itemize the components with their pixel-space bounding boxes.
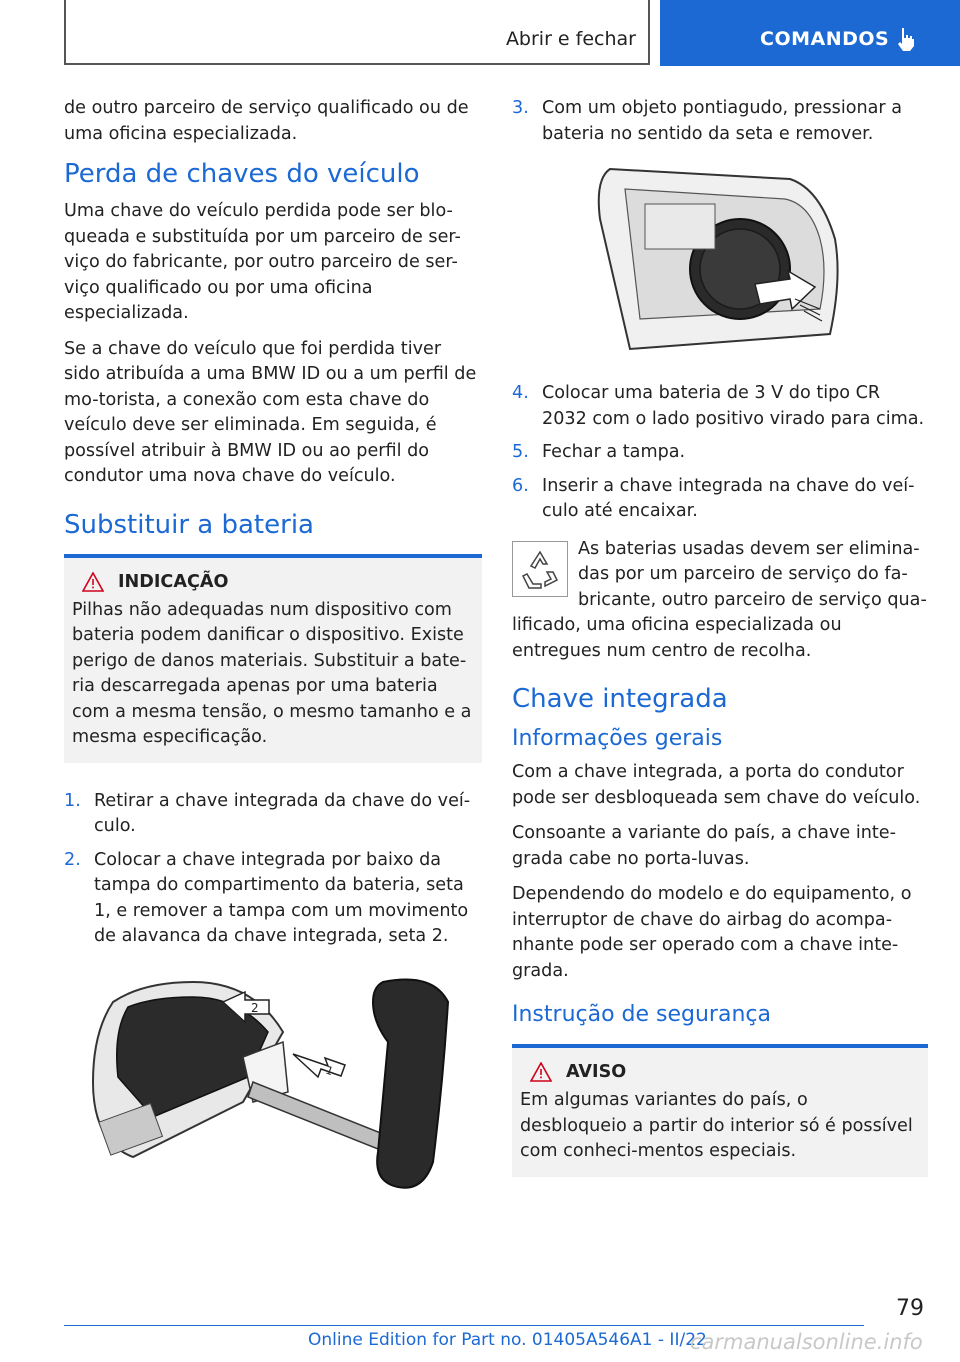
arrow-1 [293,1054,345,1078]
warning-triangle-icon [530,1062,552,1082]
notice-label: INDICAÇÃO [118,571,229,592]
page-header [0,0,960,66]
list-item [512,474,928,525]
step-text: Retirar a chave integrada da chave do veí-culo. [94,790,471,836]
step-text: Fechar a tampa. [542,442,686,462]
left-column [64,96,482,1230]
step-text: Com um objeto pontiagudo, pressionar a bateria no sentido da seta e remover. [542,98,903,144]
header-divider [648,0,650,64]
intro-paragraph: de outro parceiro de serviço qualificado ou de uma oficina especializada. [64,98,469,144]
lost-keys-heading: Perda de chaves do veículo [64,159,420,189]
step-number: 1. [64,790,81,811]
warning-triangle-icon [82,572,104,592]
list-item [512,381,928,432]
general-info-paragraph-3: Dependendo do modelo e do equipamento, o interruptor de chave do airbag do acompa-nhante pode ser operado com a chave inte-grada. [512,884,912,981]
list-item [64,848,482,950]
warning-header [520,1062,920,1082]
battery-steps-list [64,789,482,950]
battery-steps-list-continued [512,96,928,147]
list-item [512,96,928,147]
open-key-battery-image [590,159,850,359]
arrow-1-label: 1 [323,1063,335,1078]
general-info-paragraph-2: Consoante a variante do país, a chave inte-grada cabe no porta-luvas. [512,823,896,869]
safety-heading: Instrução de segurança [512,1002,771,1027]
warning-box [512,1048,928,1177]
step-number: 3. [512,98,529,118]
step-text: Colocar a chave integrada por baixo da tampa do compartimento da bateria, seta 1, e remover a tampa com um movimento de alavanca da chave integrada, seta 2. [94,849,469,946]
warning-text: Em algumas variantes do país, o desbloqueio a partir do interior só é possível com conheci-mentos especiais. [520,1090,913,1161]
battery-heading: Substituir a bateria [64,509,314,540]
notice-text: Pilhas não adequadas num dispositivo com bateria podem danificar o dispositivo. Existe perigo de danos materiais. Substituir a bate-ria descarregada apenas por uma bateria com a mesma tensão, o mesmo tamanho e a mesma especificação. [72,599,472,747]
header-divider [64,0,66,64]
general-info-paragraph-1: Com a chave integrada, a porta do condutor pode ser desbloqueada sem chave do veículo. [512,762,921,808]
watermark: carmanualsonline.info [690,1330,923,1354]
step-text: Colocar uma bateria de 3 V do tipo CR 2032 com o lado positivo virado para cima. [542,383,925,429]
step-number: 4. [512,383,529,403]
pointing-hand-icon [894,26,918,52]
list-item [64,789,482,840]
recycling-text: As baterias usadas devem ser elimina-das por um parceiro de serviço do fa-bricante, outro parceiro de serviço qua-lificado, uma oficina especializada ou entregues num centro de recolha. [512,538,927,661]
battery-removal-illustration [512,159,928,359]
section-title: Abrir e fechar [505,28,636,50]
chapter-tab[interactable] [660,0,960,66]
right-column [512,96,928,1203]
general-info-heading: Informações gerais [512,726,723,751]
step-number: 2. [64,849,81,870]
arrow-2-label: 2 [251,1000,259,1015]
step-number: 6. [512,475,529,496]
battery-steps-list-final [512,381,928,525]
footer-divider [64,1325,864,1326]
list-item [512,440,928,466]
recycling-note [512,537,928,665]
lost-keys-paragraph-1: Uma chave do veículo perdida pode ser blo-queada e substituída por um parceiro de ser-viço do fabricante, por outro parceiro de ser-viço qualificado ou por uma oficina especializada. [64,201,461,323]
key-with-integrated-key-image [73,962,473,1212]
header-divider [64,63,650,65]
step-number: 5. [512,442,529,462]
key-battery-cover-illustration [64,962,482,1212]
warning-label: AVISO [566,1062,627,1082]
notice-header [72,572,474,592]
lost-keys-paragraph-2: Se a chave do veículo que foi perdida tiver sido atribuída a uma BMW ID ou a um perfil de mo-torista, a conexão com esta chave do veículo deve ser eliminada. Em seguida, é possível atribuir à BMW ID ou ao perfil do condutor uma nova chave do veículo. [64,338,477,486]
edition-text: Online Edition for Part no. 01405A546A1 - II/22 [308,1330,707,1350]
page-number: 79 [896,1296,924,1321]
notice-box [64,558,482,763]
chapter-label: COMANDOS [760,28,890,50]
integrated-key-heading: Chave integrada [512,684,728,714]
step-text: Inserir a chave integrada na chave do veí-culo até encaixar. [542,475,915,521]
recycle-icon [512,541,568,597]
